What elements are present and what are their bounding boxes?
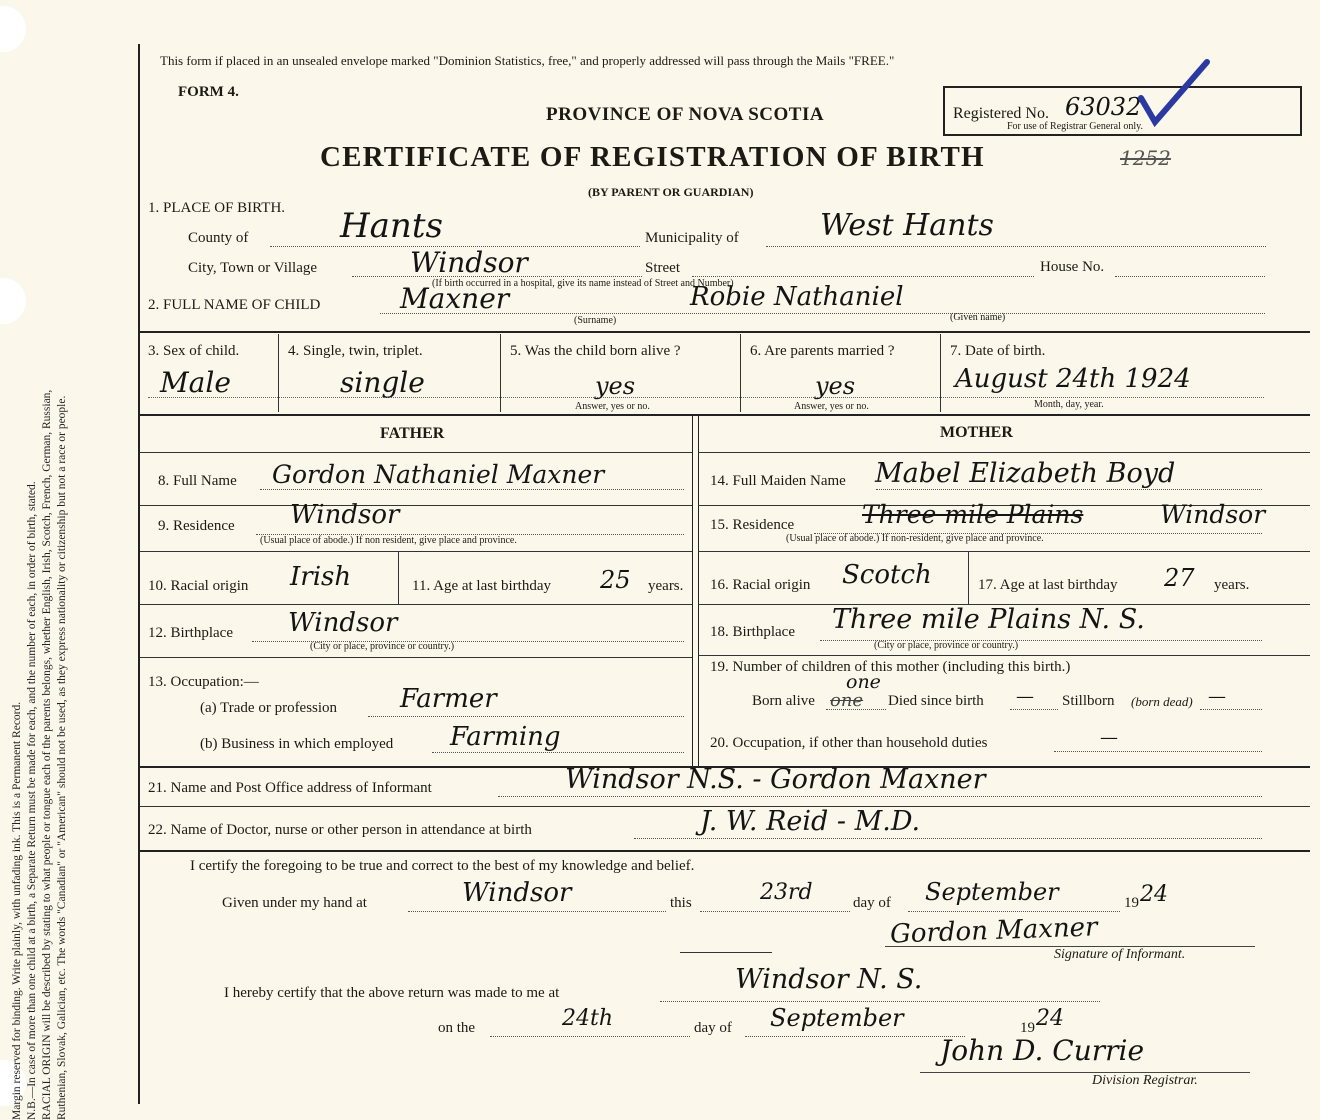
province: PROVINCE OF NOVA SCOTIA <box>546 104 825 125</box>
given-place: Windsor <box>462 878 572 908</box>
father-heading: FATHER <box>380 425 445 442</box>
registered-note: For use of Registrar General only. <box>1007 121 1143 132</box>
margin-line: RACIAL ORIGIN will be described by stating to what people or tongue each of the parents belongs, whether English, Irish, Scotch, French, German, Russian, <box>41 389 53 1120</box>
given-year: 24 <box>1140 882 1168 907</box>
day-of-label: day of <box>853 895 891 911</box>
father-race-label: 10. Racial origin <box>148 578 249 594</box>
father-bp-label: 12. Birthplace <box>148 625 233 641</box>
registrar-signature: John D. Currie <box>940 1034 1145 1067</box>
father-bp-note: (City or place, province or country.) <box>310 641 455 652</box>
alive-label: 5. Was the child born alive ? <box>510 343 681 359</box>
mother-race-value: Scotch <box>842 560 932 590</box>
mother-name-value: Mabel Elizabeth Boyd <box>875 458 1176 489</box>
year-prefix: 19 <box>1124 895 1139 911</box>
father-name-value: Gordon Nathaniel Maxner <box>272 460 605 489</box>
mother-bp-label: 18. Birthplace <box>710 624 795 640</box>
binding-hole <box>0 6 26 52</box>
registrar-day-of: day of <box>694 1020 732 1036</box>
registered-label: Registered No. <box>953 105 1049 122</box>
mother-bp-value: Three mile Plains N. S. <box>832 604 1145 635</box>
died-label: Died since birth <box>888 693 984 709</box>
married-value: yes <box>815 372 856 400</box>
married-note: Answer, yes or no. <box>794 401 869 412</box>
side-number: 1252 <box>1120 146 1171 170</box>
form-left-border <box>138 44 140 1104</box>
dob-label: 7. Date of birth. <box>950 343 1046 359</box>
street-label: Street <box>645 260 680 276</box>
business-value: Farming <box>450 722 561 752</box>
stillborn-note: (born dead) <box>1131 694 1193 709</box>
father-name-label: 8. Full Name <box>158 473 237 489</box>
surname-value: Maxner <box>400 282 510 315</box>
house-label: House No. <box>1040 259 1105 275</box>
mother-age-label: 17. Age at last birthday <box>978 577 1118 593</box>
top-note: This form if placed in an unsealed envelope marked "Dominion Statistics, free," and properly addressed will pass through the Mails "FREE." <box>160 53 895 68</box>
attendant-value: J. W. Reid - M.D. <box>700 806 921 837</box>
mother-res-label: 15. Residence <box>710 517 795 533</box>
born-alive-value: one <box>846 671 881 693</box>
given-label: Given under my hand at <box>222 895 367 911</box>
mother-occ-label: 20. Occupation, if other than household duties <box>710 735 988 751</box>
municipality-label: Municipality of <box>645 230 739 246</box>
registered-value: 63032 <box>1065 93 1142 121</box>
trade-label: (a) Trade or profession <box>200 700 338 716</box>
occupation-label: 13. Occupation:— <box>148 674 259 690</box>
attendant-label: 22. Name of Doctor, nurse or other person in attendance at birth <box>148 822 532 838</box>
mother-bp-note: (City or place, province or country.) <box>874 640 1019 651</box>
registrar-month: September <box>770 1004 904 1032</box>
county-label: County of <box>188 230 249 246</box>
given-month: September <box>925 878 1059 906</box>
given-note: (Given name) <box>950 312 1006 323</box>
father-res-value: Windsor <box>290 500 400 530</box>
registrar-sig-label: Division Registrar. <box>1092 1073 1198 1088</box>
born-alive-struck: one <box>830 690 864 711</box>
form-subtitle: (BY PARENT OR GUARDIAN) <box>588 185 754 199</box>
county-value: Hants <box>340 206 443 246</box>
informant-signature: Gordon Maxner <box>889 912 1098 950</box>
margin-line: Margin reserved for binding. Write plainly, with unfading ink. This is a Permanent Record. <box>11 701 23 1120</box>
father-res-note: (Usual place of abode.) If non resident, give place and province. <box>260 535 517 546</box>
this-label: this <box>670 895 692 911</box>
informant-value: Windsor N.S. - Gordon Maxner <box>565 764 986 795</box>
father-age-label: 11. Age at last birthday <box>412 578 551 594</box>
business-label: (b) Business in which employed <box>200 736 394 752</box>
mother-name-label: 14. Full Maiden Name <box>710 473 846 489</box>
registrar-day: 24th <box>562 1006 614 1031</box>
s2-label: 2. FULL NAME OF CHILD <box>148 297 321 313</box>
mother-occ-value: — <box>1100 727 1118 748</box>
s1-label: 1. PLACE OF BIRTH. <box>148 200 286 216</box>
column-divider <box>692 414 693 766</box>
divider <box>140 414 1310 416</box>
father-race-value: Irish <box>290 562 352 592</box>
city-value: Windsor <box>410 246 528 279</box>
trade-value: Farmer <box>400 684 497 714</box>
registrar-year-prefix: 19 <box>1020 1020 1035 1036</box>
margin-line: N.B.—In case of more than one child at a birth, a Separate Return must be made for each, and the number of each, in order of birth, stated. <box>26 481 38 1120</box>
informant-sig-label: Signature of Informant. <box>1054 947 1186 962</box>
died-value: — <box>1016 686 1034 707</box>
mother-heading: MOTHER <box>940 424 1013 441</box>
certify-statement: I certify the foregoing to be true and correct to the best of my knowledge and belief. <box>190 858 695 874</box>
divider <box>140 331 1310 333</box>
registrar-statement: I hereby certify that the above return was made to me at <box>224 985 560 1001</box>
father-years-label: years. <box>648 578 684 594</box>
street-note: (If birth occurred in a hospital, give its name instead of Street and Number) <box>432 278 734 289</box>
divider <box>140 850 1310 852</box>
married-label: 6. Are parents married ? <box>750 343 895 359</box>
father-age-value: 25 <box>600 566 631 594</box>
born-alive-label: Born alive <box>752 693 815 709</box>
dob-note: Month, day, year. <box>1034 399 1104 410</box>
mother-res-value: Windsor <box>1160 500 1266 529</box>
father-res-label: 9. Residence <box>158 518 235 534</box>
stillborn-label: Stillborn <box>1062 693 1115 709</box>
municipality-value: West Hants <box>820 208 994 243</box>
given-name-value: Robie Nathaniel <box>690 282 904 312</box>
stillborn-value: — <box>1208 686 1226 707</box>
column-divider <box>698 414 699 766</box>
mother-years-label: years. <box>1214 577 1250 593</box>
registered-box <box>943 86 1302 136</box>
sex-value: Male <box>160 366 231 399</box>
dob-value: August 24th 1924 <box>955 364 1191 394</box>
given-day: 23rd <box>760 880 813 905</box>
mother-res-note: (Usual place of abode.) If non-resident, give place and province. <box>786 533 1044 544</box>
sex-label: 3. Sex of child. <box>148 343 240 359</box>
alive-value: yes <box>595 372 636 400</box>
city-label: City, Town or Village <box>188 260 318 276</box>
plurality-label: 4. Single, twin, triplet. <box>288 343 423 359</box>
registrar-place: Windsor N. S. <box>735 964 923 995</box>
form-title: CERTIFICATE OF REGISTRATION OF BIRTH <box>320 141 985 173</box>
check-mark-icon <box>1135 58 1215 128</box>
plurality-value: single <box>340 366 425 399</box>
children-label: 19. Number of children of this mother (including this birth.) <box>710 659 1071 675</box>
registrar-year: 24 <box>1036 1006 1064 1031</box>
mother-age-value: 27 <box>1164 564 1195 592</box>
alive-note: Answer, yes or no. <box>575 401 650 412</box>
father-bp-value: Windsor <box>288 608 398 638</box>
margin-line: Ruthenian, Slovak, Galician, etc. The words "Canadian" or "American" should not be used, as they express nationality or citizenship but not a race or people. <box>56 395 68 1120</box>
form-number: FORM 4. <box>178 84 239 100</box>
informant-label: 21. Name and Post Office address of Informant <box>148 780 432 796</box>
margin-instructions <box>10 60 110 1120</box>
on-the-label: on the <box>438 1020 476 1036</box>
mother-res-struck: Three mile Plains <box>862 500 1084 529</box>
mother-race-label: 16. Racial origin <box>710 577 811 593</box>
surname-note: (Surname) <box>574 315 617 326</box>
